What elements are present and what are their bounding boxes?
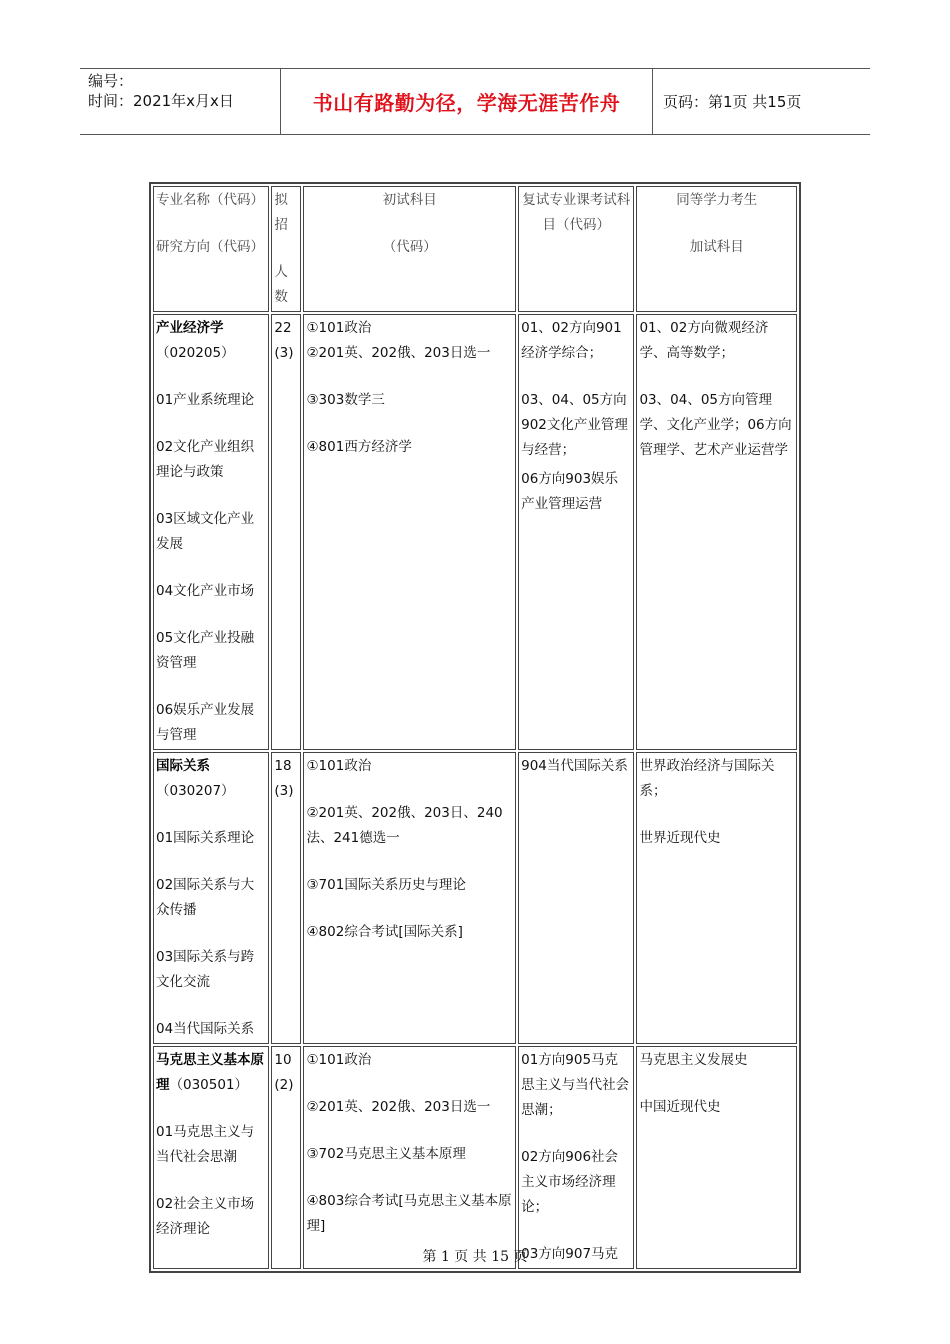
time-label: 时间：2021年x月x日 bbox=[88, 92, 234, 110]
exam-item: ②201英、202俄、203日选一 bbox=[306, 1099, 491, 1115]
header-meta bbox=[80, 69, 281, 134]
major-name: 国际关系 bbox=[156, 758, 210, 774]
extra-item: 世界近现代史 bbox=[639, 830, 721, 846]
admissions-table bbox=[149, 182, 801, 1273]
major-name: 马克思主义基本原理 bbox=[156, 1052, 264, 1093]
exams-cell bbox=[303, 1046, 516, 1269]
exam-item: ③701国际关系历史与理论 bbox=[306, 877, 466, 893]
direction-item: 02社会主义市场经济理论 bbox=[156, 1196, 255, 1237]
major-cell bbox=[153, 752, 269, 1044]
page-footer: 第 1 页 共 15 页 bbox=[422, 1249, 528, 1265]
extra-item: 01、02方向微观经济学、高等数学； bbox=[639, 320, 769, 361]
exam-item: ②201英、202俄、203日、240法、241德选一 bbox=[306, 805, 503, 846]
table-row bbox=[153, 314, 797, 750]
quota-cell: 22(3) bbox=[271, 314, 301, 750]
table-header-row bbox=[153, 186, 797, 312]
retest-item: 01、02方向901经济学综合； bbox=[521, 320, 622, 361]
direction-item: 03区域文化产业发展 bbox=[156, 511, 255, 552]
direction-item: 02国际关系与大众传播 bbox=[156, 877, 255, 918]
major-cell bbox=[153, 314, 269, 750]
retest-item: 03方向907马克 bbox=[521, 1246, 619, 1262]
header-major: 专业名称（代码） 研究方向（代码） bbox=[153, 186, 269, 312]
major-title bbox=[156, 1048, 266, 1098]
retest-cell bbox=[518, 752, 634, 1044]
retest-item: 904当代国际关系 bbox=[521, 758, 628, 774]
exam-item: ①101政治 bbox=[306, 1052, 372, 1068]
major-code: （030207） bbox=[156, 783, 235, 799]
direction-item: 05文化产业投融资管理 bbox=[156, 630, 255, 671]
header-page-info: 页码：第1页 共15页 bbox=[663, 93, 802, 111]
table-row bbox=[153, 752, 797, 1044]
retest-item: 01方向905马克思主义与当代社会思潮； bbox=[521, 1052, 630, 1118]
table-row bbox=[153, 1046, 797, 1269]
extra-cell bbox=[636, 1046, 797, 1269]
direction-item: 02文化产业组织理论与政策 bbox=[156, 439, 255, 480]
retest-item: 06方向903娱乐产业管理运营 bbox=[521, 471, 619, 512]
direction-item: 01产业系统理论 bbox=[156, 392, 255, 408]
direction-item: 06娱乐产业发展与管理 bbox=[156, 702, 255, 743]
major-cell bbox=[153, 1046, 269, 1269]
header-exams: 初试科目 （代码） bbox=[303, 186, 516, 312]
extra-cell bbox=[636, 314, 797, 750]
quota-cell: 18(3) bbox=[271, 752, 301, 1044]
header-extra: 同等学力考生 加试科目 bbox=[636, 186, 797, 312]
retest-item: 02方向906社会主义市场经济理论； bbox=[521, 1149, 619, 1215]
direction-item: 04文化产业市场 bbox=[156, 583, 255, 599]
number-label: 编号： bbox=[88, 72, 134, 90]
exam-item: ④803综合考试[马克思主义基本原理] bbox=[306, 1193, 512, 1234]
quota-cell: 10(2) bbox=[271, 1046, 301, 1269]
extra-item: 中国近现代史 bbox=[639, 1099, 721, 1115]
exam-item: ③303数学三 bbox=[306, 392, 385, 408]
exams-cell bbox=[303, 314, 516, 750]
retest-item: 03、04、05方向902文化产业管理与经营； bbox=[521, 392, 628, 458]
extra-item: 03、04、05方向管理学、文化产业学；06方向管理学、艺术产业运营学 bbox=[639, 392, 792, 458]
exam-item: ④802综合考试[国际关系] bbox=[306, 924, 463, 940]
exam-item: ③702马克思主义基本原理 bbox=[306, 1146, 466, 1162]
extra-item: 世界政治经济与国际关系； bbox=[639, 758, 775, 799]
exams-cell bbox=[303, 752, 516, 1044]
header-motto: 书山有路勤为径，学海无涯苦作舟 bbox=[281, 69, 653, 134]
major-code: （030501） bbox=[169, 1077, 249, 1093]
direction-item: 01马克思主义与当代社会思潮 bbox=[156, 1124, 255, 1165]
header-quota: 拟招 人数 bbox=[271, 186, 301, 312]
exam-item: ①101政治 bbox=[306, 758, 372, 774]
exam-item: ①101政治 bbox=[306, 320, 372, 336]
major-name: 产业经济学 bbox=[156, 320, 224, 336]
direction-item: 01国际关系理论 bbox=[156, 830, 255, 846]
major-code: （020205） bbox=[156, 345, 235, 361]
exam-item: ④801西方经济学 bbox=[306, 439, 412, 455]
exam-item: ②201英、202俄、203日选一 bbox=[306, 345, 491, 361]
direction-item: 04当代国际关系 bbox=[156, 1021, 255, 1037]
header-retest: 复试专业课考试科目（代码） bbox=[518, 186, 634, 312]
extra-cell bbox=[636, 752, 797, 1044]
document-header bbox=[80, 68, 870, 135]
retest-cell bbox=[518, 1046, 634, 1269]
extra-item: 马克思主义发展史 bbox=[639, 1052, 748, 1068]
direction-item: 03国际关系与跨文化交流 bbox=[156, 949, 255, 990]
retest-cell bbox=[518, 314, 634, 750]
